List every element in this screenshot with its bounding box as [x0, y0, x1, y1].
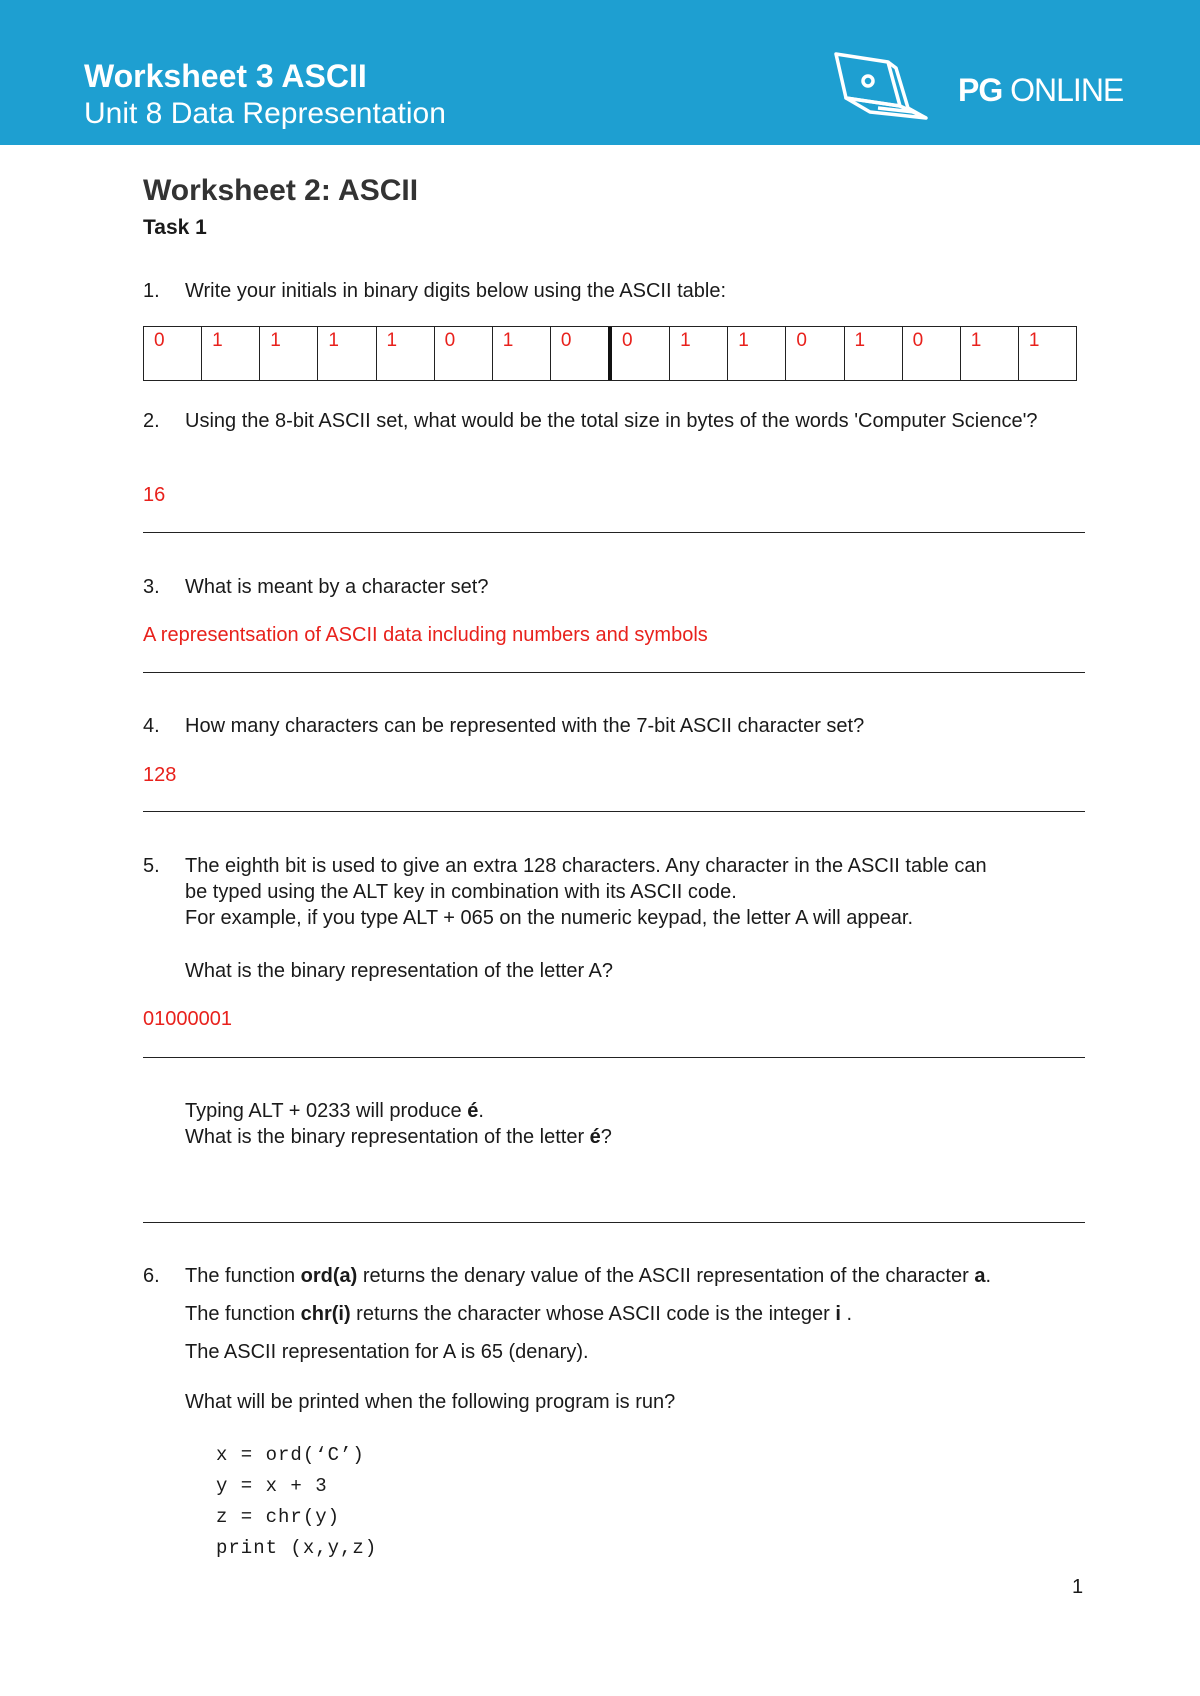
question-text: What is meant by a character set?: [185, 576, 489, 598]
bit-cell[interactable]: 1: [260, 327, 318, 380]
q5-line-3: For example, if you type ALT + 065 on the numeric keypad, the letter A will appear.: [185, 907, 914, 929]
laptop-icon: [830, 50, 950, 130]
question-number: 6.: [143, 1265, 160, 1287]
q5-line-1: The eighth bit is used to give an extra 128 characters. Any character in the ASCII table can: [185, 855, 987, 877]
header-title: Worksheet 3 ASCII: [84, 58, 367, 94]
chr-function: chr(i): [300, 1303, 351, 1325]
question-number: 2.: [143, 410, 160, 432]
code-line: z = chr(y): [216, 1506, 341, 1528]
question-text: Using the 8-bit ASCII set, what would be the total size in bytes of the words 'Computer Science'?: [185, 410, 1038, 432]
question-text: [185, 1263, 1085, 1415]
bit-cell[interactable]: 1: [728, 327, 786, 380]
bit-cell[interactable]: 1: [845, 327, 903, 380]
question-text: [185, 853, 1085, 931]
question-5: [143, 853, 1085, 933]
question-4: [143, 713, 1085, 739]
question-text: Write your initials in binary digits below using the ASCII table:: [185, 280, 727, 302]
q6-text: returns the denary value of the ASCII representation of the character: [357, 1265, 975, 1287]
answer-3[interactable]: A representsation of ASCII data including numbers and symbols: [143, 624, 708, 646]
question-number: 5.: [143, 855, 160, 877]
q5-part2-line-2: [185, 1124, 1085, 1150]
answer-5[interactable]: 01000001: [143, 1008, 232, 1030]
bit-cell[interactable]: 0: [551, 327, 612, 380]
q6-line-2: [185, 1301, 1085, 1339]
code-line: x = ord(‘C’): [216, 1444, 365, 1466]
answer-4[interactable]: 128: [143, 764, 177, 786]
q5-line-2: be typed using the ALT key in combination with its ASCII code.: [185, 881, 737, 903]
q6-line-3: The ASCII representation for A is 65 (denary).: [185, 1341, 589, 1363]
bit-cell[interactable]: 0: [435, 327, 493, 380]
bit-cell[interactable]: 0: [144, 327, 202, 380]
answer-line[interactable]: [143, 1222, 1085, 1223]
q6-text: .: [985, 1265, 992, 1287]
question-number: 3.: [143, 576, 160, 598]
bit-cell[interactable]: 1: [961, 327, 1019, 380]
code-line: y = x + 3: [216, 1475, 328, 1497]
answer-line: [143, 811, 1085, 812]
question-2: [143, 408, 1085, 460]
initials-bit-table: [143, 326, 1077, 381]
bit-cell[interactable]: 1: [1028, 330, 1040, 351]
answer-2[interactable]: 16: [143, 484, 166, 506]
q5-part2-char: é: [589, 1126, 601, 1148]
q6-line-1: [185, 1263, 1085, 1301]
brand-logo-text: [958, 72, 1123, 109]
q6-text: returns the character whose ASCII code is the integer: [350, 1303, 836, 1325]
header-subtitle: Unit 8 Data Representation: [84, 97, 446, 130]
task-heading: Task 1: [143, 216, 207, 239]
q6-text: .: [840, 1303, 853, 1325]
bit-cell[interactable]: 0: [786, 327, 844, 380]
ord-function: ord(a): [300, 1265, 358, 1287]
q6-line-4: What will be printed when the following program is run?: [185, 1391, 676, 1413]
bit-cell[interactable]: 0: [612, 327, 670, 380]
question-3: [143, 574, 1085, 600]
bit-cell[interactable]: 1: [202, 327, 260, 380]
answer-line: [143, 1057, 1085, 1058]
code-line: print (x,y,z): [216, 1537, 378, 1559]
brand-pg: PG: [958, 72, 1003, 108]
q6-text: The function: [185, 1265, 301, 1287]
q5-part2-text: .: [478, 1100, 484, 1122]
question-number: 1.: [143, 280, 160, 302]
bit-cell[interactable]: 0: [903, 327, 961, 380]
q5-part2-line-1: [185, 1098, 1085, 1124]
q6-text: The function: [185, 1303, 301, 1325]
question-1: [143, 278, 1085, 304]
q5-question: What is the binary representation of the letter A?: [185, 960, 614, 982]
page-number: 1: [1072, 1576, 1084, 1598]
answer-line: [143, 532, 1085, 533]
integer-i: i: [835, 1303, 841, 1325]
q5-part2-text: ?: [600, 1126, 612, 1148]
q5-part2-text: Typing ALT + 0233 will produce: [185, 1100, 468, 1122]
question-number: 4.: [143, 715, 160, 737]
brand-online: ONLINE: [1002, 72, 1124, 108]
question-6: [143, 1263, 1085, 1443]
worksheet-title: Worksheet 2: ASCII: [143, 174, 419, 207]
bit-cell[interactable]: 1: [493, 327, 551, 380]
header-banner: [0, 0, 1200, 145]
answer-line: [143, 672, 1085, 673]
question-text: How many characters can be represented with the 7-bit ASCII character set?: [185, 715, 865, 737]
char-a: a: [974, 1265, 986, 1287]
code-block: [216, 1440, 377, 1564]
q5-part2-char: é: [467, 1100, 479, 1122]
bit-cell[interactable]: 1: [377, 327, 435, 380]
bit-cell[interactable]: 1: [670, 327, 728, 380]
q5-part2-text: What is the binary representation of the letter: [185, 1126, 590, 1148]
q5-part2: [185, 1098, 1085, 1150]
bit-cell[interactable]: 1: [318, 327, 376, 380]
